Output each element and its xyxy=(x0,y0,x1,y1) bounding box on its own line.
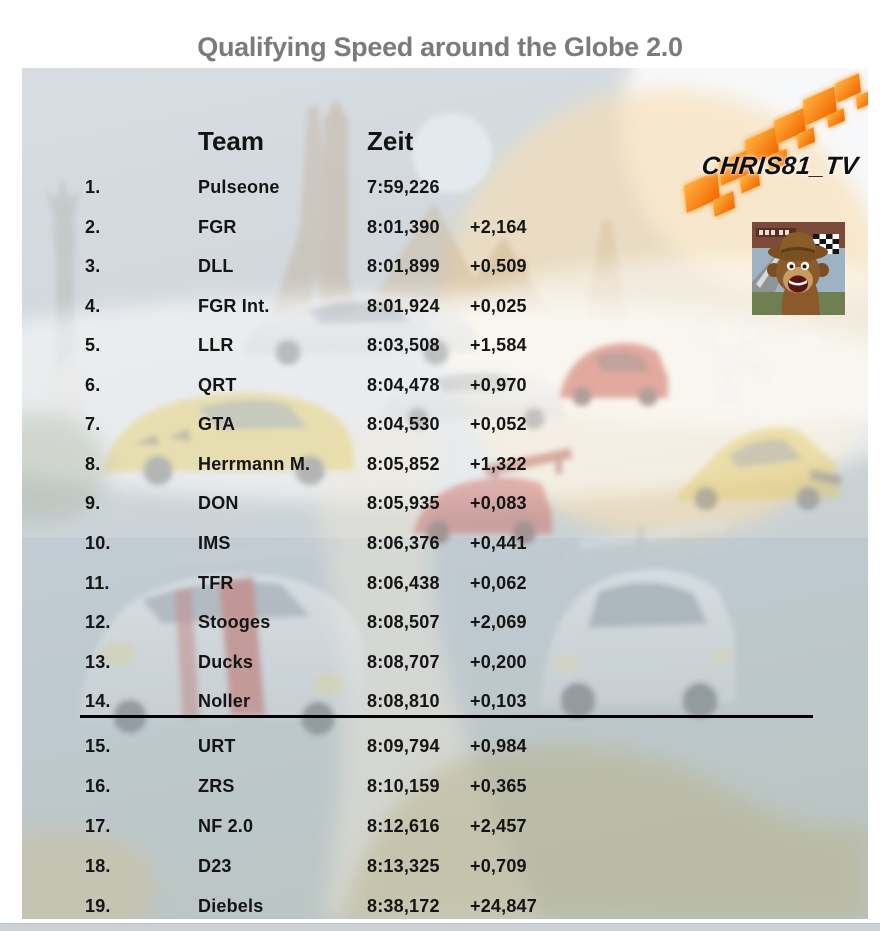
row-zeit: 8:08,810 xyxy=(367,691,440,712)
row-zeit: 8:05,852 xyxy=(367,453,440,474)
row-team: URT xyxy=(198,736,236,756)
row-zeit: 8:01,899 xyxy=(367,256,440,277)
row-team: FGR xyxy=(198,216,237,237)
page-title: Qualifying Speed around the Globe 2.0 xyxy=(197,32,683,63)
row-gap: +0,083 xyxy=(470,493,527,514)
row-team: Ducks xyxy=(198,651,254,672)
row-position: 19. xyxy=(85,896,111,917)
row-team: IMS xyxy=(198,532,231,553)
row-position: 13. xyxy=(85,651,111,672)
table-row xyxy=(22,177,868,199)
table-row xyxy=(22,736,868,758)
row-team: LLR xyxy=(198,335,234,356)
table-row xyxy=(22,533,868,555)
row-zeit: 8:12,616 xyxy=(367,816,440,837)
table-row xyxy=(22,612,868,634)
row-team: DLL xyxy=(198,256,234,277)
row-position: 8. xyxy=(85,453,101,474)
row-gap: +0,984 xyxy=(470,736,527,756)
row-zeit: 8:38,172 xyxy=(367,896,440,917)
row-gap: +0,970 xyxy=(470,374,527,395)
row-zeit: 8:06,438 xyxy=(367,572,440,593)
row-position: 2. xyxy=(85,216,101,237)
row-gap: +1,322 xyxy=(470,453,527,474)
row-gap: +2,069 xyxy=(470,612,527,633)
column-header-team: Team xyxy=(198,126,264,156)
row-gap: +2,457 xyxy=(470,816,527,837)
row-position: 14. xyxy=(85,691,111,712)
row-position: 10. xyxy=(85,532,111,553)
table-row xyxy=(22,652,868,674)
row-zeit: 8:01,924 xyxy=(367,295,440,316)
row-position: 7. xyxy=(85,414,101,435)
row-gap: +0,509 xyxy=(470,256,527,277)
row-team: Herrmann M. xyxy=(198,453,311,474)
row-gap: +1,584 xyxy=(470,335,527,356)
row-zeit: 8:01,390 xyxy=(367,216,440,237)
row-position: 18. xyxy=(85,856,111,877)
row-gap: +0,709 xyxy=(470,856,527,877)
row-team: D23 xyxy=(198,856,232,877)
row-team: Diebels xyxy=(198,896,264,917)
row-gap: +0,365 xyxy=(470,776,527,797)
table-row xyxy=(22,896,868,918)
table-row xyxy=(22,256,868,278)
column-header-zeit: Zeit xyxy=(367,126,414,156)
table-row xyxy=(22,856,868,878)
row-position: 16. xyxy=(85,776,111,797)
row-position: 9. xyxy=(85,493,101,514)
logo-text: CHRIS81_TV xyxy=(700,152,860,180)
row-position: 1. xyxy=(85,177,101,197)
row-zeit: 8:08,707 xyxy=(367,651,440,672)
row-team: QRT xyxy=(198,374,237,395)
row-position: 6. xyxy=(85,374,101,395)
row-team: NF 2.0 xyxy=(198,816,254,837)
row-zeit: 8:10,159 xyxy=(367,776,440,797)
row-team: Stooges xyxy=(198,612,271,633)
row-zeit: 8:08,507 xyxy=(367,612,440,633)
table-row xyxy=(22,414,868,436)
table-row xyxy=(22,691,868,713)
row-zeit: 8:06,376 xyxy=(367,532,440,553)
row-gap: +24,847 xyxy=(470,896,537,917)
row-gap: +0,025 xyxy=(470,295,527,316)
row-zeit: 8:03,508 xyxy=(367,335,440,356)
row-zeit: 8:04,530 xyxy=(367,414,440,435)
row-gap: +0,052 xyxy=(470,414,527,435)
row-team: Noller xyxy=(198,691,251,712)
row-position: 4. xyxy=(85,295,101,316)
row-zeit: 8:13,325 xyxy=(367,856,440,877)
row-position: 11. xyxy=(85,572,110,593)
row-position: 3. xyxy=(85,256,101,277)
row-gap: +0,200 xyxy=(470,651,527,672)
leaderboard-graphic xyxy=(22,68,868,919)
row-team: Pulseone xyxy=(198,177,280,197)
row-team: FGR Int. xyxy=(198,295,270,316)
table-row xyxy=(22,493,868,515)
row-position: 15. xyxy=(85,736,111,756)
cutoff-line xyxy=(80,715,813,718)
row-gap: +0,103 xyxy=(470,691,527,712)
row-position: 5. xyxy=(85,335,101,356)
table-row xyxy=(22,217,868,239)
row-zeit: 8:05,935 xyxy=(367,493,440,514)
row-team: GTA xyxy=(198,414,236,435)
row-gap: +2,164 xyxy=(470,216,527,237)
table-row xyxy=(22,454,868,476)
row-gap: +0,441 xyxy=(470,532,527,553)
table-row xyxy=(22,335,868,357)
table-row xyxy=(22,776,868,798)
row-zeit: 8:09,794 xyxy=(367,736,440,756)
table-row xyxy=(22,375,868,397)
row-zeit: 7:59,226 xyxy=(367,177,440,197)
table-row xyxy=(22,816,868,838)
row-position: 12. xyxy=(85,612,111,633)
table-row xyxy=(22,573,868,595)
row-zeit: 8:04,478 xyxy=(367,374,440,395)
row-gap: +0,062 xyxy=(470,572,527,593)
row-team: DON xyxy=(198,493,239,514)
row-team: ZRS xyxy=(198,776,235,797)
row-position: 17. xyxy=(85,816,111,837)
row-team: TFR xyxy=(198,572,234,593)
table-row xyxy=(22,296,868,318)
